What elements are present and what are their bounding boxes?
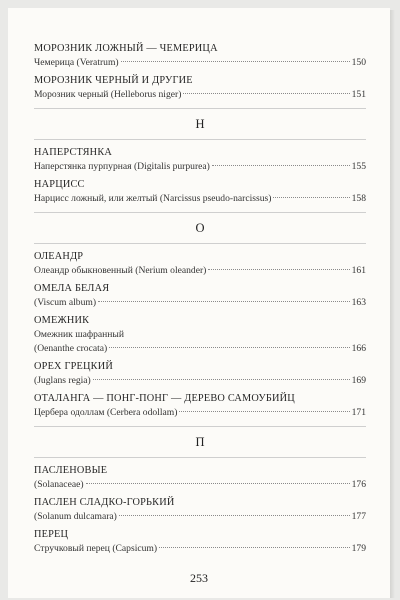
section-divider — [34, 243, 366, 244]
dot-leader — [93, 379, 350, 380]
dot-leader — [86, 483, 350, 484]
entry-heading: ПАСЛЕН СЛАДКО-ГОРЬКИЙ — [34, 497, 175, 508]
entry-line — [34, 510, 366, 524]
entry-line — [34, 192, 366, 206]
entry-page-number: 151 — [351, 89, 366, 100]
entry-page-number: 155 — [351, 161, 366, 172]
entry-heading: ОРЕХ ГРЕЦКИЙ — [34, 361, 114, 372]
dot-leader — [179, 411, 349, 412]
dot-leader — [208, 269, 349, 270]
toc-entry — [34, 146, 366, 174]
toc-entry — [34, 392, 366, 420]
entry-text: (Solanaceae) — [34, 479, 84, 490]
toc-entry — [34, 360, 366, 388]
toc-entry — [34, 282, 366, 310]
entry-page-number: 161 — [351, 265, 366, 276]
entry-text: Морозник черный (Helleborus niger) — [34, 89, 182, 100]
entry-text: (Juglans regia) — [34, 375, 91, 386]
entry-page-number: 150 — [351, 57, 366, 68]
entry-heading: МОРОЗНИК ЧЕРНЫЙ И ДРУГИЕ — [34, 75, 193, 86]
entry-heading: ОМЕЛА БЕЛАЯ — [34, 283, 110, 294]
entry-text: Нарцисс ложный, или желтый (Narcissus pseudo-narcissus) — [34, 193, 272, 204]
entry-heading: ОЛЕАНДР — [34, 251, 84, 262]
toc-entry — [34, 464, 366, 492]
toc-entry — [34, 250, 366, 278]
section-divider — [34, 139, 366, 140]
entry-line — [34, 342, 366, 356]
entry-page-number: 179 — [351, 543, 366, 554]
entry-heading: НАПЕРСТЯНКА — [34, 147, 113, 158]
entry-line — [34, 542, 366, 556]
section-letter: О — [195, 221, 205, 235]
entry-text: Наперстянка пурпурная (Digitalis purpurea) — [34, 161, 210, 172]
dot-leader — [98, 301, 350, 302]
entry-line — [34, 406, 366, 420]
page-number: 253 — [190, 571, 208, 585]
entry-line — [34, 478, 366, 492]
entry-heading: МОРОЗНИК ЛОЖНЫЙ — ЧЕМЕРИЦА — [34, 43, 218, 54]
dot-leader — [159, 547, 350, 548]
dot-leader — [273, 197, 349, 198]
entry-page-number: 171 — [351, 407, 366, 418]
entry-line — [34, 56, 366, 70]
entry-line — [34, 88, 366, 102]
toc-entry — [34, 314, 366, 356]
entry-line — [34, 296, 366, 310]
entry-page-number: 166 — [351, 343, 366, 354]
dot-leader — [183, 93, 349, 94]
entry-page-number: 163 — [351, 297, 366, 308]
section-divider — [34, 212, 366, 213]
entry-text: Цербера одоллам (Cerbera odollam) — [34, 407, 178, 418]
toc-entry — [34, 178, 366, 206]
section-divider — [34, 108, 366, 109]
dot-leader — [121, 61, 350, 62]
entry-text: Стручковый перец (Capsicum) — [34, 543, 158, 554]
toc-entry — [34, 496, 366, 524]
entry-line — [34, 374, 366, 388]
entry-heading: НАРЦИСС — [34, 179, 85, 190]
section-letter: П — [195, 435, 205, 449]
entry-line — [34, 328, 366, 342]
entry-heading: ПЕРЕЦ — [34, 529, 69, 540]
dot-leader — [109, 347, 349, 348]
entry-heading: ПАСЛЕНОВЫЕ — [34, 465, 108, 476]
entry-text: Олеандр обыкновенный (Nerium oleander) — [34, 265, 207, 276]
book-page — [8, 8, 390, 598]
entry-page-number: 177 — [351, 511, 366, 522]
entry-text: (Viscum album) — [34, 297, 97, 308]
entry-line — [34, 264, 366, 278]
entry-heading: ОМЕЖНИК — [34, 315, 90, 326]
dot-leader — [212, 165, 350, 166]
entry-page-number: 176 — [351, 479, 366, 490]
table-of-contents — [34, 42, 366, 560]
entry-line — [34, 160, 366, 174]
section-divider — [34, 457, 366, 458]
section-divider — [34, 426, 366, 427]
toc-entry — [34, 528, 366, 556]
entry-page-number: 158 — [351, 193, 366, 204]
entry-text: (Oenanthe crocata) — [34, 343, 108, 354]
toc-entry — [34, 74, 366, 102]
entry-page-number: 169 — [351, 375, 366, 386]
entry-heading: ОТАЛАНГА — ПОНГ-ПОНГ — ДЕРЕВО САМОУБИЙЦ — [34, 393, 295, 404]
dot-leader — [119, 515, 350, 516]
entry-text: Омежник шафранный — [34, 329, 124, 340]
toc-entry — [34, 42, 366, 70]
entry-text: (Solanum dulcamara) — [34, 511, 117, 522]
section-letter: Н — [195, 117, 205, 131]
entry-text: Чемерица (Veratrum) — [34, 57, 119, 68]
